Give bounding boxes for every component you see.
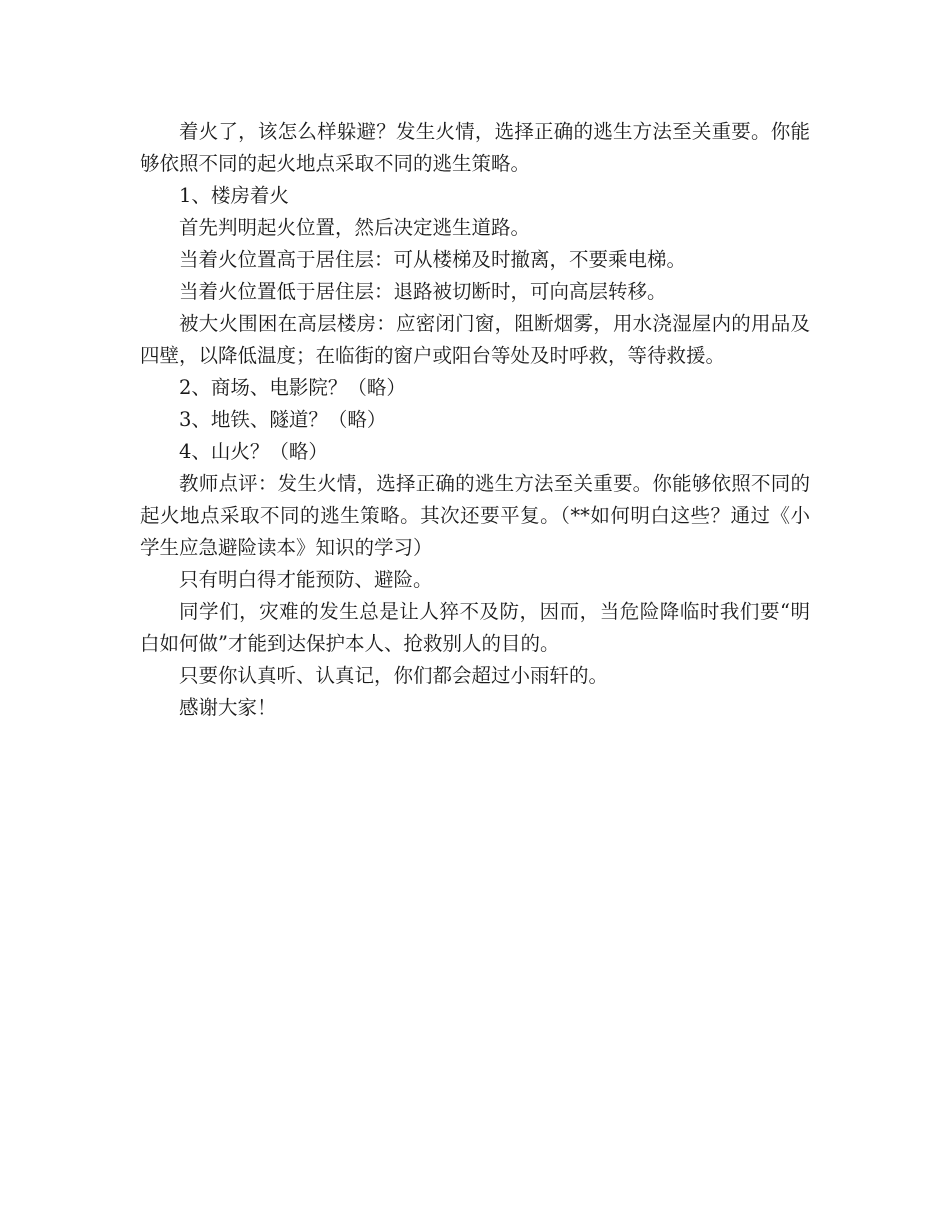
paragraph-thanks: 感谢大家！ [179, 696, 277, 719]
document-body [140, 116, 810, 724]
paragraph-prevention: 只有明白得才能预防、避险。 [179, 568, 433, 591]
paragraph-heading-mall-cinema: 2、商场、电影院？（略） [179, 376, 406, 399]
paragraph-intro: 着火了，该怎么样躲避？发生火情，选择正确的逃生方法至关重要。你能够依照不同的起火地点采取不同的逃生策略。 [140, 120, 810, 175]
paragraph-students: 同学们，灾难的发生总是让人猝不及防，因而，当危险降临时我们要“明白如何做”才能到达保护本人、抢救别人的目的。 [140, 600, 810, 655]
paragraph-heading-building-fire: 1、楼房着火 [179, 184, 289, 207]
paragraph-heading-subway-tunnel: 3、地铁、隧道？（略） [179, 408, 387, 431]
paragraph-heading-mountain-fire: 4、山火？（略） [179, 440, 328, 463]
paragraph-teacher-comment: 教师点评：发生火情，选择正确的逃生方法至关重要。你能够依照不同的起火地点采取不同的逃生策略。其次还要平复。（**如何明白这些？通过《小学生应急避险读本》知识的学习） [140, 472, 810, 559]
paragraph-listen: 只要你认真听、认真记，你们都会超过小雨轩的。 [179, 664, 609, 687]
paragraph-determine-fire-location: 首先判明起火位置，然后决定逃生道路。 [179, 216, 531, 239]
paragraph-trapped-high-rise: 被大火围困在高层楼房：应密闭门窗，阻断烟雾，用水浇湿屋内的用品及四壁，以降低温度；在临街的窗户或阳台等处及时呼救，等待救援。 [140, 312, 810, 367]
paragraph-fire-below: 当着火位置低于居住层：退路被切断时，可向高层转移。 [179, 280, 667, 303]
paragraph-fire-above: 当着火位置高于居住层：可从楼梯及时撤离，不要乘电梯。 [179, 248, 687, 271]
